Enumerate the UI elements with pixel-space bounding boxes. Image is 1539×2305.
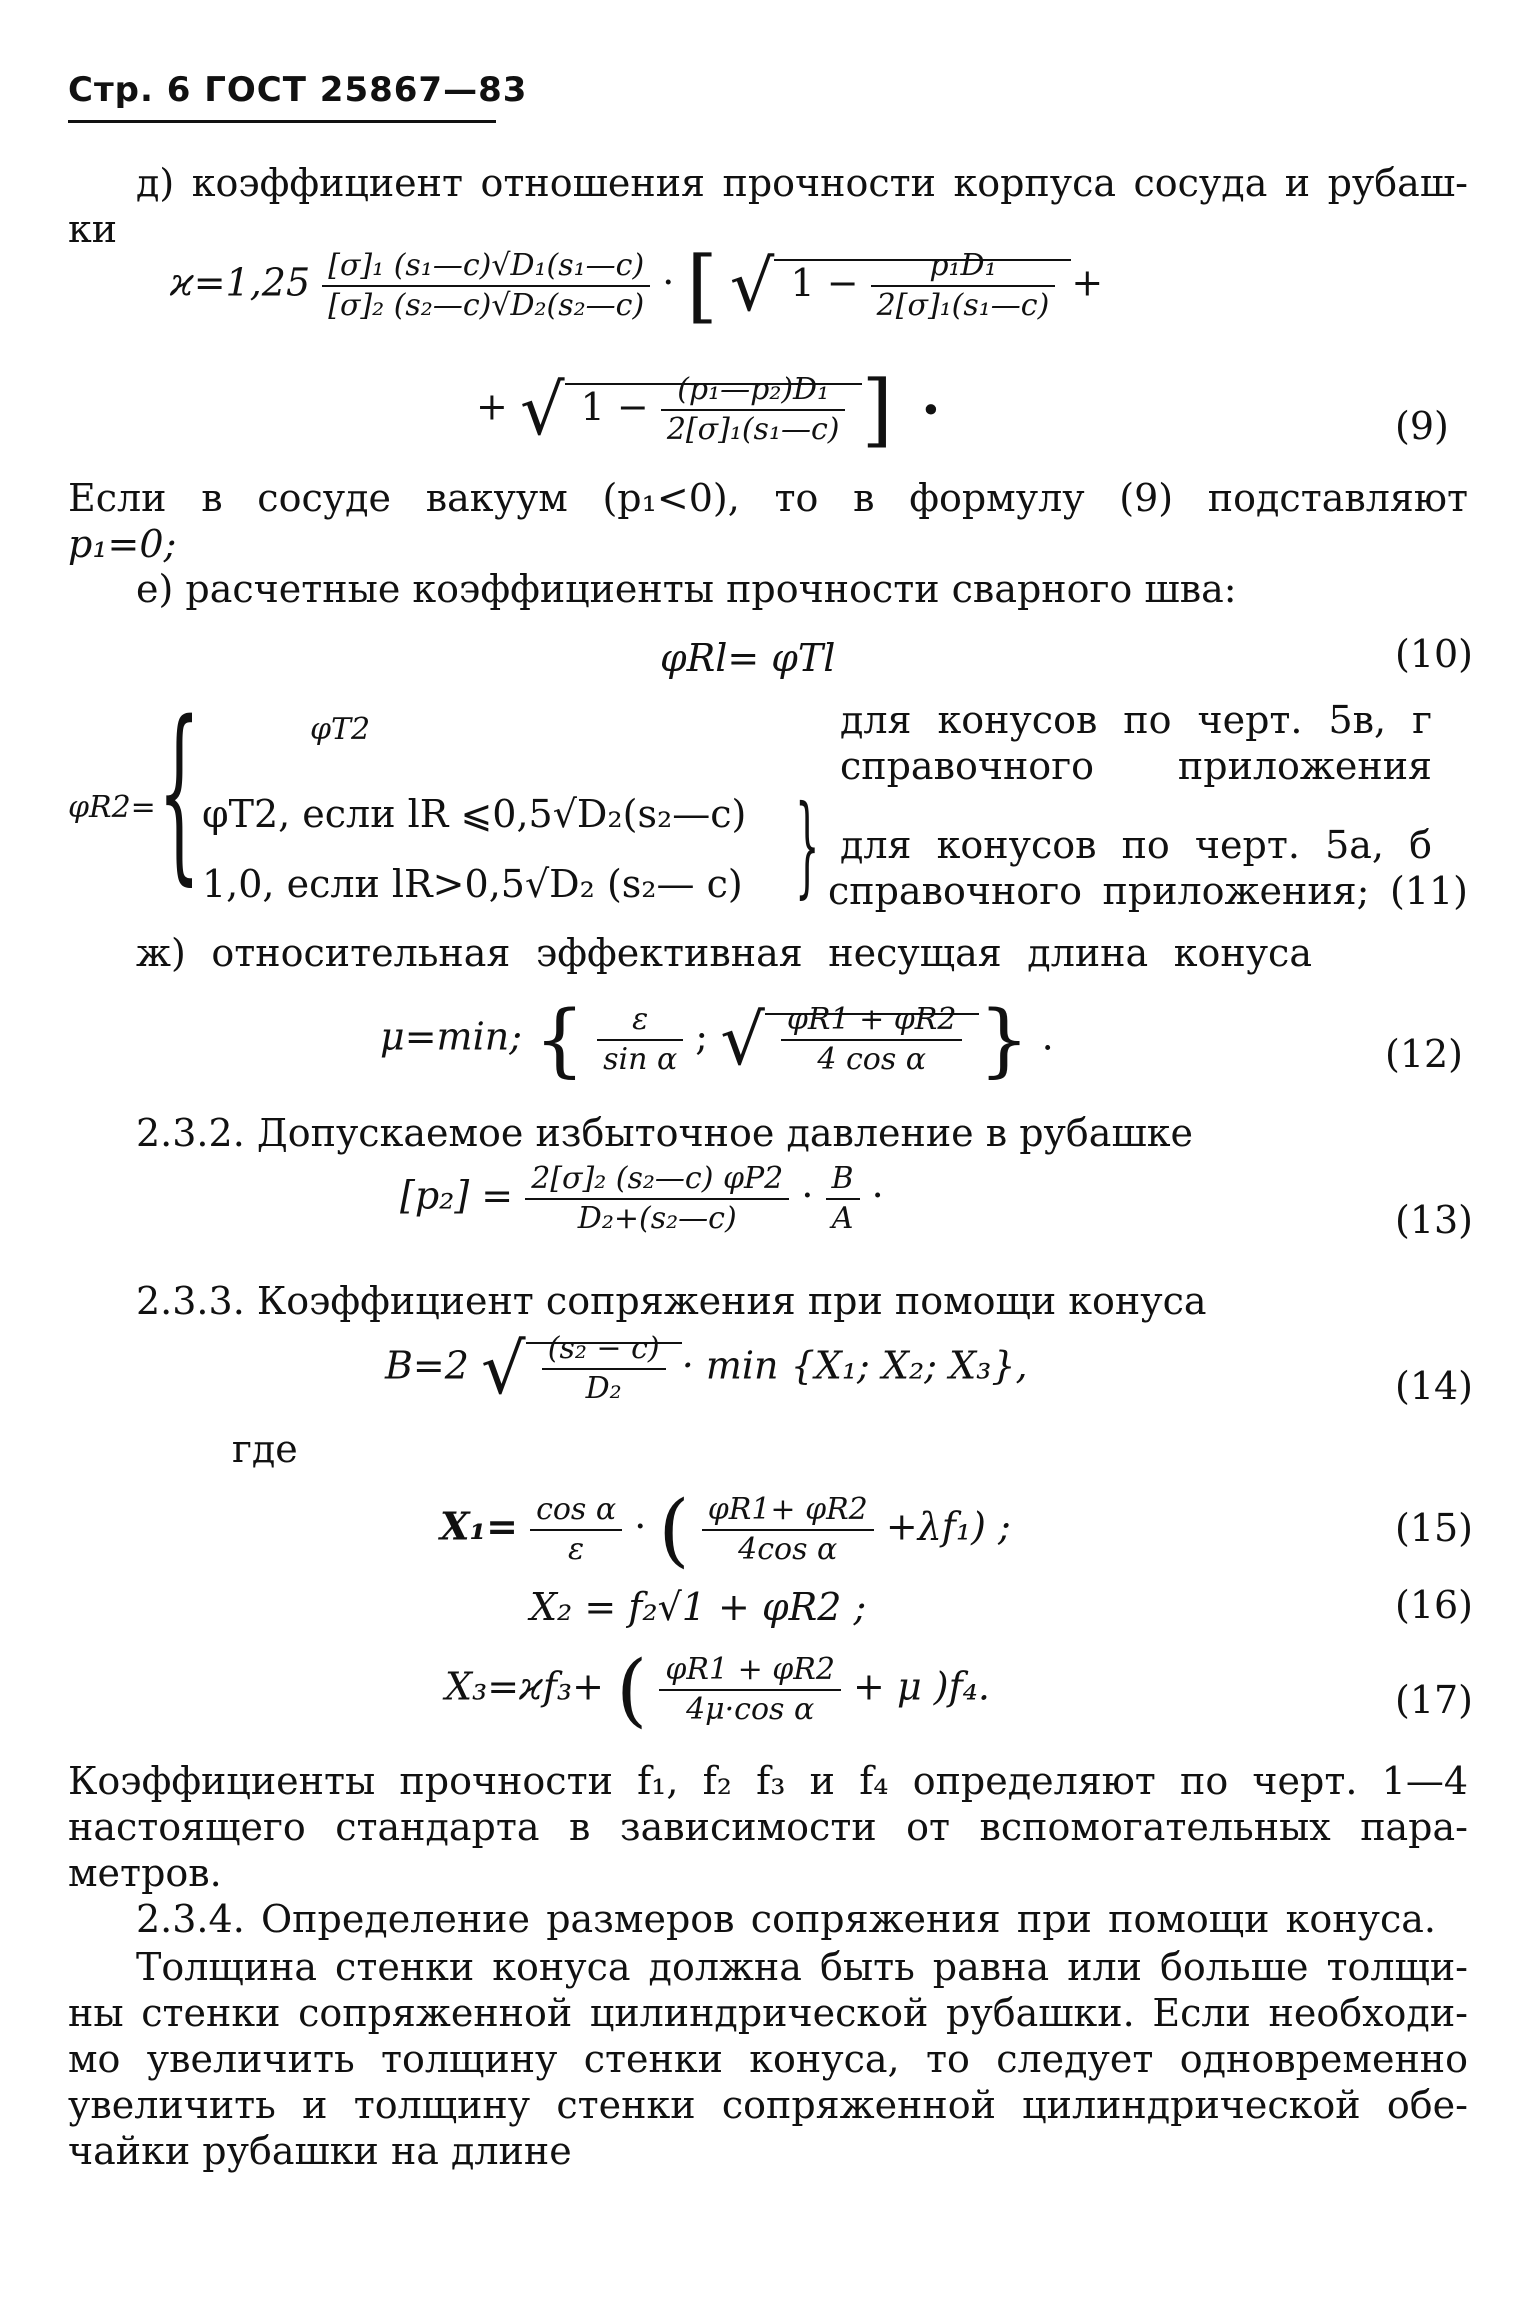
- eq9-frac-den: [σ]₂ (s₂—c)√D₂(s₂—c): [328, 288, 645, 323]
- vacuum-line2: p₁=0;: [68, 522, 177, 566]
- header-rule: [68, 120, 496, 123]
- sqrt-icon: √: [720, 999, 765, 1081]
- eq12-end: .: [1041, 1014, 1054, 1059]
- equation-9-row1: [170, 239, 1104, 332]
- eq12-frac2: [781, 1001, 963, 1079]
- eq17-rest: + μ )f₄.: [853, 1664, 990, 1709]
- eq10-number: (10): [1395, 632, 1474, 676]
- eq14-frac: [542, 1330, 666, 1408]
- eq13-den: D₂+(s₂—c): [577, 1201, 737, 1236]
- eq9-root2-fraction: [661, 371, 846, 449]
- eq12-num1: ε: [597, 1001, 683, 1041]
- eq13-num: 2[σ]₂ (s₂—c) φP2: [525, 1160, 789, 1200]
- eq12-frac1: [597, 1001, 683, 1079]
- eq11-case3: 1,0, если lR>0,5√D₂ (s₂— c): [202, 862, 743, 906]
- eq14-lhs: B=2: [385, 1343, 469, 1388]
- eq9-lhs: ϰ=1,25: [170, 260, 311, 305]
- eq15-number: (15): [1395, 1506, 1474, 1550]
- eq9-bracket-close: ] ·: [861, 363, 944, 456]
- para-line1: Толщина стенки конуса должна быть равна или больше толщи-: [136, 1945, 1468, 1989]
- eq13-frac: [525, 1160, 789, 1238]
- section-2-3-2: 2.3.2. Допускаемое избыточное давление в рубашке: [136, 1111, 1194, 1155]
- item-e-text: е) расчетные коэффициенты прочности сварного шва:: [136, 567, 1237, 611]
- eq12-num2: φR1 + φR2: [781, 1001, 963, 1041]
- eq11-case2: φT2, если lR ⩽0,5√D₂(s₂—c): [202, 792, 747, 836]
- eq13-frac2: [826, 1160, 860, 1238]
- eq9-root2-den: 2[σ]₁(s₁—c): [666, 412, 840, 447]
- eq12-brace-open: {: [534, 993, 585, 1086]
- eq9-root1: [774, 248, 1071, 323]
- eq15-mid: ·: [634, 1504, 647, 1549]
- sqrt-icon: √: [481, 1328, 526, 1410]
- eq11-right-brace: }: [795, 781, 820, 909]
- eq9-plus2: +: [476, 384, 508, 429]
- eq13-end: ·: [871, 1173, 884, 1218]
- eq9-fraction: [322, 247, 650, 325]
- para-line4: увеличить и толщину стенки сопряженной цилиндрической обе-: [68, 2083, 1468, 2127]
- eq15-lhs: X₁=: [440, 1503, 518, 1549]
- eq13-num2: B: [826, 1160, 860, 1200]
- eq11-lhs: φR2=: [68, 790, 156, 825]
- equation-15: [440, 1483, 1011, 1576]
- equation-9-row2: [476, 363, 944, 456]
- vacuum-line1: Если в сосуде вакуум (p₁<0), то в формулу (9) подставляют: [68, 476, 1468, 520]
- eq15-num2: φR1+ φR2: [702, 1491, 874, 1531]
- where-label: где: [232, 1427, 298, 1471]
- eq12-den1: sin α: [603, 1042, 678, 1077]
- para-line2: ны стенки сопряженной цилиндрической рубашки. Если необходи-: [68, 1991, 1468, 2035]
- item-zh-text: ж) относительная эффективная несущая длина конуса: [136, 931, 1312, 975]
- eq13-dot: ·: [801, 1173, 814, 1218]
- eq17-number: (17): [1395, 1678, 1474, 1722]
- eq11-note2-line2: справочного приложения; (11): [828, 869, 1468, 913]
- eq14-num: (s₂ − c): [542, 1330, 666, 1370]
- eq11-left-brace: {: [158, 681, 201, 902]
- eq15-den: ε: [568, 1532, 585, 1567]
- eq17-lhs: X₃=ϰf₃+: [445, 1664, 604, 1709]
- eq14-root: [526, 1331, 682, 1406]
- page-header: Стр. 6 ГОСТ 25867—83: [68, 70, 528, 110]
- eq17-open: (: [616, 1643, 648, 1736]
- equation-17: [445, 1643, 990, 1736]
- eq15-den2: 4cos α: [738, 1532, 838, 1567]
- equation-10: φRl= φTl: [660, 636, 836, 680]
- equation-14: [385, 1330, 1028, 1408]
- eq9-root1-num: p₁D₁: [871, 247, 1056, 287]
- eq12-lhs: μ=min;: [380, 1014, 522, 1059]
- eq17-num: φR1 + φR2: [659, 1651, 841, 1691]
- eq9-root1-lead: 1 −: [790, 260, 859, 305]
- eq13-den2: A: [831, 1201, 854, 1236]
- eq9-frac-num: [σ]₁ (s₁—c)√D₁(s₁—c): [322, 247, 650, 287]
- eq14-den: D₂: [585, 1371, 622, 1406]
- eq9-root2-lead: 1 −: [580, 384, 649, 429]
- eq17-frac: [659, 1651, 841, 1729]
- eq15-frac2: [702, 1491, 874, 1569]
- coef-line3: метров.: [68, 1851, 222, 1895]
- eq15-rest: +λf₁) ;: [885, 1504, 1011, 1549]
- eq14-rest: · min {X₁; X₂; X₃},: [681, 1343, 1028, 1388]
- sqrt-icon: √: [519, 369, 565, 451]
- equation-13: [400, 1160, 884, 1238]
- para-line3: мо увеличить толщину стенки конуса, то следует одновременно: [68, 2037, 1468, 2081]
- eq12-brace-close: }: [978, 993, 1030, 1086]
- eq9-root1-fraction: [871, 247, 1056, 325]
- eq17-den: 4μ·cos α: [686, 1692, 815, 1727]
- eq9-plus1: +: [1071, 260, 1104, 305]
- eq9-root2: [565, 372, 862, 447]
- eq9-number: (9): [1395, 404, 1449, 448]
- eq9-root2-num: (p₁—p₂)D₁: [661, 371, 846, 411]
- eq14-number: (14): [1395, 1364, 1474, 1408]
- sqrt-icon: √: [729, 245, 775, 327]
- eq13-number: (13): [1395, 1198, 1474, 1242]
- item-d-line2: ки: [68, 207, 118, 251]
- section-2-3-4: 2.3.4. Определение размеров сопряжения при помощи конуса.: [136, 1897, 1436, 1941]
- eq11-case1: φT2: [310, 712, 371, 747]
- para-line5: чайки рубашки на длине: [68, 2129, 572, 2173]
- eq9-dot: ·: [662, 260, 675, 305]
- eq16-number: (16): [1395, 1583, 1474, 1627]
- eq12-sep: ;: [695, 1014, 709, 1059]
- eq15-open: (: [658, 1483, 690, 1576]
- coef-line2: настоящего стандарта в зависимости от вспомогательных пара-: [68, 1805, 1468, 1849]
- section-2-3-3: 2.3.3. Коэффициент сопряжения при помощи конуса: [136, 1279, 1207, 1323]
- coef-line1: Коэффициенты прочности f₁, f₂ f₃ и f₄ определяют по черт. 1—4: [68, 1759, 1468, 1803]
- eq11-note2-line1: для конусов по черт. 5а, б: [840, 823, 1432, 867]
- eq12-number: (12): [1385, 1032, 1464, 1076]
- eq12-den2: 4 cos α: [817, 1042, 927, 1077]
- eq9-bracket-open: [: [686, 239, 718, 332]
- eq9-root1-den: 2[σ]₁(s₁—c): [876, 288, 1050, 323]
- eq15-frac: [530, 1491, 622, 1569]
- eq11-note1-line1: для конусов по черт. 5в, г: [840, 698, 1432, 742]
- equation-16: X₂ = f₂√1 + φR2 ;: [530, 1585, 867, 1629]
- item-d-line1: д) коэффициент отношения прочности корпуса сосуда и рубаш-: [136, 161, 1468, 205]
- eq12-root: [765, 1002, 979, 1077]
- eq13-lhs: [p₂] =: [400, 1173, 514, 1218]
- eq11-note1-line2: справочного приложения: [840, 744, 1432, 788]
- eq15-num: cos α: [530, 1491, 622, 1531]
- equation-12: [380, 993, 1054, 1086]
